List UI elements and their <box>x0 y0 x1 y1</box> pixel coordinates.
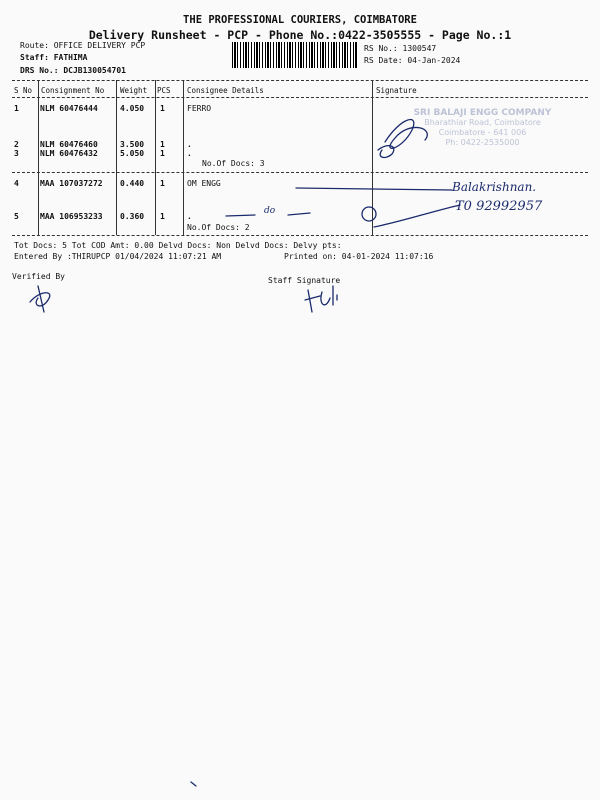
printed-on: Printed on: 04-01-2024 11:07:16 <box>284 252 434 261</box>
row-pcs: 1 <box>160 149 165 158</box>
row-sno: 1 <box>14 104 19 113</box>
signature-line <box>374 205 460 227</box>
drs-number: DRS No.: DCJB130054701 <box>20 66 126 75</box>
row-consignee: OM ENGG <box>187 179 221 188</box>
row-sno: 4 <box>14 179 19 188</box>
stamp-line: Ph: 0422-2535000 <box>445 138 520 147</box>
staff-label: Staff: FATHIMA <box>20 53 88 62</box>
col-header-weight: Weight <box>120 86 148 95</box>
ditto-dash <box>288 213 310 215</box>
rs-date: RS Date: 04-Jan-2024 <box>364 56 461 65</box>
row-sno: 2 <box>14 140 19 149</box>
entered-by: Entered By :THIRUPCP 01/04/2024 11:07:21 AM <box>14 252 222 261</box>
row-consignment: MAA 107037272 <box>40 179 103 188</box>
row-consignee: FERRO <box>187 104 212 113</box>
handwritten-ditto: do <box>264 206 276 216</box>
row-consignee: . <box>187 140 192 149</box>
row-weight: 5.050 <box>120 149 145 158</box>
stamp-line: SRI BALAJI ENGG COMPANY <box>413 108 552 118</box>
signature-loop <box>378 146 394 158</box>
row-consignment: NLM 60476444 <box>40 104 98 113</box>
handwritten-name: Balakrishnan. <box>452 180 537 194</box>
runsheet-subtitle: Delivery Runsheet - PCP - Phone No.:0422-3505555 - Page No.:1 <box>88 28 512 42</box>
verified-by-label: Verified By <box>12 272 65 281</box>
col-header-sno: S No <box>14 86 33 95</box>
row-pcs: 1 <box>160 104 165 113</box>
row-weight: 4.050 <box>120 104 145 113</box>
group-doc-count: No.Of Docs: 2 <box>187 223 250 232</box>
company-title: THE PROFESSIONAL COURIERS, COIMBATORE <box>183 14 417 26</box>
totals-line: Tot Docs: 5 Tot COD Amt: 0.00 Delvd Docs: Non Delvd Docs: Delvy pts: <box>14 241 342 250</box>
col-header-consignment: Consignment No <box>41 86 105 95</box>
route-label: Route: OFFICE DELIVERY PCP <box>20 41 146 50</box>
ditto-dash <box>226 215 255 216</box>
row-weight: 0.440 <box>120 179 145 188</box>
signature-scribble <box>385 120 427 149</box>
row-consignment: NLM 60476460 <box>40 140 98 149</box>
staff-signature-label: Staff Signature <box>268 276 341 285</box>
group-doc-count: No.Of Docs: 3 <box>202 159 265 168</box>
row-weight: 3.500 <box>120 140 145 149</box>
verified-signature-mark <box>30 286 50 312</box>
row-pcs: 1 <box>160 140 165 149</box>
row-pcs: 1 <box>160 212 165 221</box>
row-consignment: NLM 60476432 <box>40 149 98 158</box>
row-sno: 3 <box>14 149 19 158</box>
stray-mark <box>191 782 196 786</box>
signature-line <box>296 188 452 190</box>
row-consignment: MAA 106953233 <box>40 212 103 221</box>
row-consignee: . <box>187 212 192 221</box>
col-header-signature: Signature <box>376 86 417 95</box>
stamp-line: Coimbatore - 641 006 <box>438 128 527 137</box>
rs-number: RS No.: 1300547 <box>364 44 437 53</box>
row-sno: 5 <box>14 212 19 221</box>
handwritten-phone: T0 92992957 <box>455 199 543 214</box>
row-consignee: . <box>187 149 192 158</box>
staff-signature-mark <box>305 286 337 312</box>
col-header-consignee: Consignee Details <box>187 86 264 95</box>
col-header-pcs: PCS <box>157 86 171 95</box>
stamp-line: Bharathiar Road, Coimbatore <box>424 118 541 127</box>
row-pcs: 1 <box>160 179 165 188</box>
circled-mark <box>362 207 376 221</box>
row-weight: 0.360 <box>120 212 145 221</box>
